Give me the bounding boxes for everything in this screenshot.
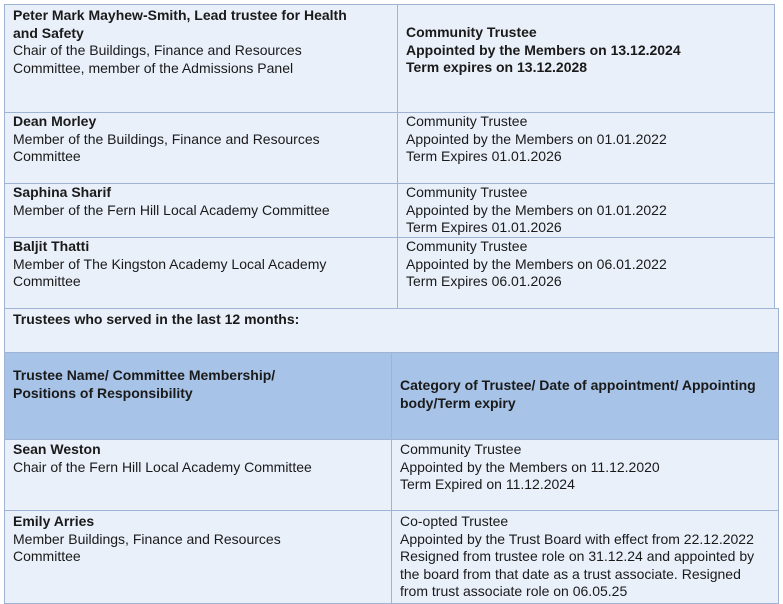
term-expiry: Term Expires 06.01.2026	[406, 273, 562, 290]
trustee-name: Dean Morley	[13, 113, 97, 129]
table-row	[5, 5, 775, 113]
trustee-name: and Safety	[13, 24, 84, 41]
column-header-text: Category of Trustee/ Date of appointment/ Appointing	[400, 377, 756, 393]
trustee-role: Committee	[13, 273, 81, 290]
trustee-detail: Community Trustee	[400, 441, 522, 457]
trustee-detail: Co-opted Trustee	[400, 513, 509, 529]
trustee-detail: from trust associate role on 06.05.25	[400, 583, 628, 600]
section-heading-text: Trustees who served in the last 12 months:	[13, 311, 300, 327]
trustee-name: Peter Mark Mayhew-Smith, Lead trustee for Health	[13, 7, 347, 23]
table-row	[5, 511, 779, 604]
trustee-cell	[5, 5, 398, 113]
appointment-date: Appointed by the Members on 13.12.2024	[406, 41, 681, 58]
column-header	[5, 353, 392, 440]
appointment-date: Appointed by the Members on 01.01.2022	[406, 201, 667, 218]
term-expiry: Term Expires 01.01.2026	[406, 148, 562, 165]
past-trustees-table	[4, 308, 779, 604]
trustee-name: Sean Weston	[13, 441, 101, 457]
appointment-date: Appointed by the Members on 06.01.2022	[406, 255, 667, 272]
trustee-category: Community Trustee	[406, 24, 537, 40]
trustee-detail: the board from that date as a trust associate. Resigned	[400, 565, 741, 582]
appointment-cell	[398, 5, 775, 113]
appointment-cell	[392, 440, 779, 511]
term-expiry: Term Expires 01.01.2026	[406, 219, 562, 236]
trustee-name: Saphina Sharif	[13, 184, 112, 200]
appointment-cell	[398, 238, 775, 311]
trustee-cell	[5, 511, 392, 604]
trustee-role: Committee, member of the Admissions Panel	[13, 59, 294, 76]
trustee-detail: Appointed by the Members on 11.12.2020	[400, 458, 660, 475]
table-row	[5, 440, 779, 511]
table-row	[5, 238, 775, 311]
trustee-detail: Resigned from trustee role on 31.12.24 and appointed by	[400, 548, 755, 565]
appointment-cell	[398, 184, 775, 238]
trustee-category: Community Trustee	[406, 184, 528, 200]
term-expiry: Term expires on 13.12.2028	[406, 59, 588, 76]
trustee-category: Community Trustee	[406, 238, 528, 254]
table-row	[5, 184, 775, 238]
trustee-cell	[5, 184, 398, 238]
trustee-role: Committee	[13, 548, 81, 565]
table-row	[5, 113, 775, 184]
trustee-role: Member Buildings, Finance and Resources	[13, 530, 281, 547]
trustee-cell	[5, 440, 392, 511]
section-heading	[5, 309, 779, 353]
column-header-text: Trustee Name/ Committee Membership/	[13, 367, 276, 383]
trustee-name: Baljit Thatti	[13, 238, 90, 254]
appointment-cell	[398, 113, 775, 184]
trustee-cell	[5, 113, 398, 184]
trustee-role: Committee	[13, 148, 81, 165]
current-trustees-table	[4, 4, 775, 311]
trustee-role: Member of the Fern Hill Local Academy Committee	[13, 201, 330, 218]
trustee-role: Chair of the Buildings, Finance and Resources	[13, 42, 302, 59]
trustee-detail: Appointed by the Trust Board with effect from 22.12.2022	[400, 530, 754, 547]
trustee-name: Emily Arries	[13, 513, 95, 529]
column-header-row	[5, 353, 779, 440]
trustee-category: Community Trustee	[406, 113, 528, 129]
trustee-role: Member of the Buildings, Finance and Resources	[13, 130, 320, 147]
trustee-role: Member of The Kingston Academy Local Academy	[13, 255, 327, 272]
trustee-detail: Term Expired on 11.12.2024	[400, 476, 575, 493]
column-header	[392, 353, 779, 440]
column-header-text: Positions of Responsibility	[13, 384, 193, 401]
column-header-text: body/Term expiry	[400, 394, 516, 411]
trustee-role: Chair of the Fern Hill Local Academy Committee	[13, 458, 312, 475]
section-heading-row	[5, 309, 779, 353]
appointment-cell	[392, 511, 779, 604]
trustee-cell	[5, 238, 398, 311]
appointment-date: Appointed by the Members on 01.01.2022	[406, 130, 667, 147]
